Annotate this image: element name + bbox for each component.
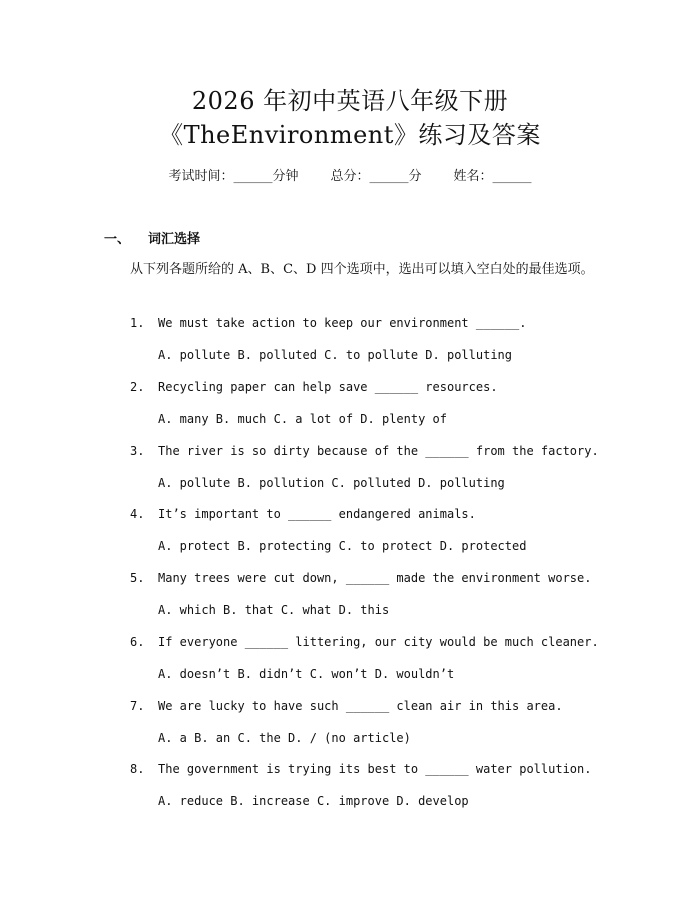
question-item bbox=[130, 442, 599, 460]
exam-time-label: 考试时间： bbox=[168, 169, 234, 184]
section-title: 词汇选择 bbox=[148, 232, 201, 247]
question-item bbox=[130, 569, 591, 587]
question-options: A. doesn’t B. didn’t C. won’t D. wouldn’t bbox=[158, 667, 455, 681]
exam-name-blank: ______ bbox=[492, 169, 532, 184]
question-item bbox=[130, 760, 591, 778]
exam-name bbox=[454, 167, 532, 187]
question-text: The government is trying its best to ______ water pollution. bbox=[158, 762, 592, 776]
question-text: We must take action to keep our environment ______. bbox=[158, 316, 527, 330]
question-options: A. protect B. protecting C. to protect D. protected bbox=[158, 539, 527, 553]
question-options: A. a B. an C. the D. / (no article) bbox=[158, 731, 411, 745]
question-number: 5. bbox=[130, 571, 145, 585]
question-text: Many trees were cut down, ______ made the environment worse. bbox=[158, 571, 592, 585]
exam-time-unit: 分钟 bbox=[272, 169, 299, 184]
question-options: A. many B. much C. a lot of D. plenty of bbox=[158, 412, 447, 426]
exam-score-unit: 分 bbox=[408, 169, 422, 184]
exam-name-label: 姓名： bbox=[453, 169, 493, 184]
exam-meta bbox=[0, 167, 700, 187]
section-instruction: 从下列各题所给的 A、B、C、D 四个选项中，选出可以填入空白处的最佳选项。 bbox=[130, 262, 594, 277]
section-number: 一、 bbox=[104, 232, 131, 247]
exam-time-blank: ______ bbox=[233, 169, 273, 184]
exam-time bbox=[168, 167, 298, 187]
question-options: A. pollute B. pollution C. polluted D. polluting bbox=[158, 476, 505, 490]
exam-score-label: 总分： bbox=[330, 169, 370, 184]
question-text: The river is so dirty because of the ______ from the factory. bbox=[158, 444, 599, 458]
question-number: 2. bbox=[130, 380, 145, 394]
question-text: It’s important to ______ endangered animals. bbox=[158, 507, 476, 521]
question-item bbox=[130, 378, 498, 396]
question-number: 4. bbox=[130, 507, 145, 521]
document-title-line1: 2026 年初中英语八年级下册 bbox=[191, 87, 509, 115]
question-options: A. which B. that C. what D. this bbox=[158, 603, 390, 617]
section-heading bbox=[104, 230, 200, 250]
question-options: A. reduce B. increase C. improve D. develop bbox=[158, 794, 469, 808]
document-title-line2: 《TheEnvironment》练习及答案 bbox=[159, 121, 541, 149]
exam-score-blank: ______ bbox=[369, 169, 409, 184]
question-number: 3. bbox=[130, 444, 145, 458]
question-text: If everyone ______ littering, our city would be much cleaner. bbox=[158, 635, 599, 649]
question-text: Recycling paper can help save ______ resources. bbox=[158, 380, 498, 394]
question-item bbox=[130, 633, 599, 651]
question-item bbox=[130, 314, 526, 332]
question-text: We are lucky to have such ______ clean air in this area. bbox=[158, 699, 563, 713]
question-number: 8. bbox=[130, 762, 145, 776]
question-number: 1. bbox=[130, 316, 145, 330]
question-options: A. pollute B. polluted C. to pollute D. polluting bbox=[158, 348, 513, 362]
question-item bbox=[130, 505, 476, 523]
question-number: 7. bbox=[130, 699, 145, 713]
question-number: 6. bbox=[130, 635, 145, 649]
question-item bbox=[130, 697, 563, 715]
exam-score bbox=[330, 167, 421, 187]
